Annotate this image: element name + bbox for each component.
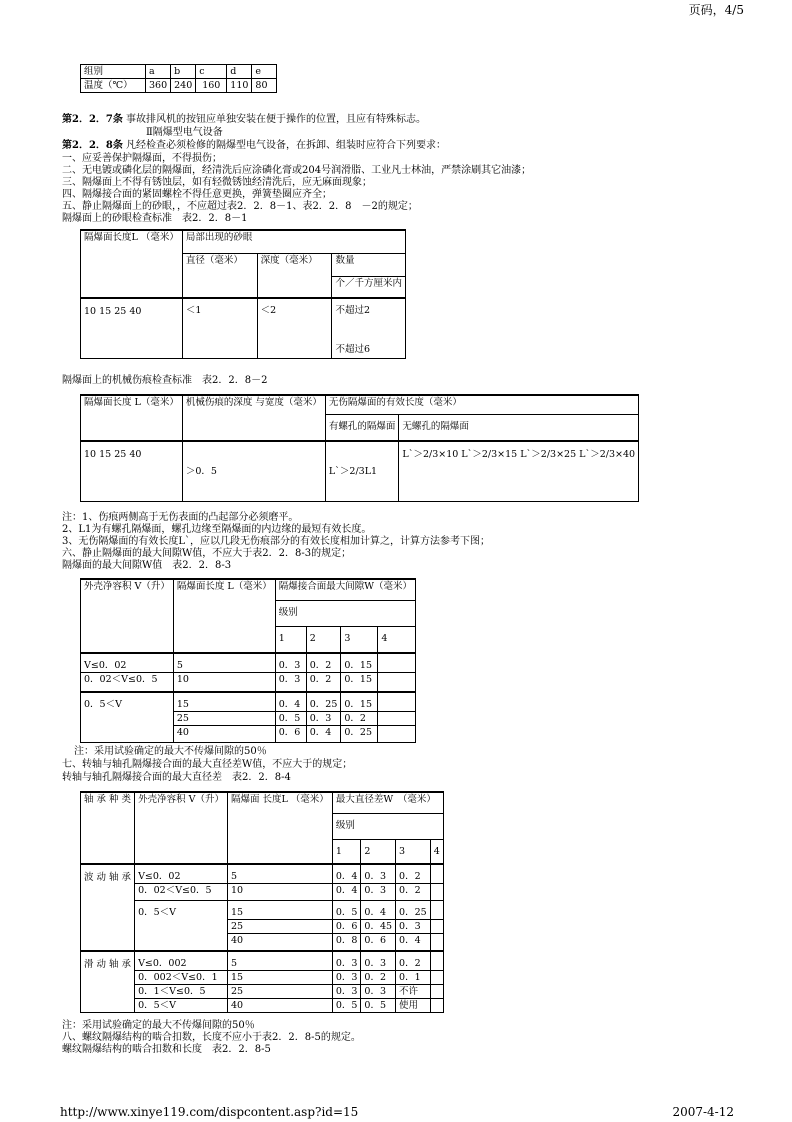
requirement-item-5: 五、静止隔爆面上的砂眼，，不应超过表2．2．8－1、表2．2．8 －2的规定； <box>62 201 418 212</box>
table-row: 40 0．8 0．6 0．4 <box>81 934 444 952</box>
page-number: 页码，4/5 <box>688 3 744 17</box>
article-number: 第2．2．8条 <box>62 140 123 151</box>
table-row: V≤0．02 5 0．3 0．2 0．15 <box>81 653 416 673</box>
table-row: 温度（℃） 360 240 160 110 80 <box>81 79 277 93</box>
article-2-2-8 <box>62 140 446 152</box>
table-row: 滑 动 轴 承 V≤0．002 5 0．3 0．3 0．2 <box>81 951 444 971</box>
temperature-group-table <box>80 64 277 93</box>
table-caption: 转轴与轴孔隔爆接合面的最大直径差 表2．2．8-4 <box>62 772 291 783</box>
table-row: 组别 a b c d e <box>81 65 277 79</box>
table-row: 0．1＜V≤0．5 25 0．3 0．3 不许 <box>81 985 444 999</box>
table-row: 级别 <box>81 814 444 840</box>
table-row: 0．5＜V 40 0．5 0．5 使用 <box>81 999 444 1013</box>
table-row: 波 动 轴 承 V≤0．02 5 0．4 0．3 0．2 <box>81 864 444 884</box>
table-row: 隔爆面长度L （毫米） 局部出现的砂眼 <box>81 230 406 254</box>
note-3: 3、无伤隔爆面的有效长度L`，应以几段无伤痕部分的有效长度相加计算之，计算方法参考下图； <box>62 536 491 547</box>
table-row: 个／千方厘米内 <box>81 277 406 299</box>
note-1: 注：1、伤痕两侧高于无伤表面的凸起部分必须磨平。 <box>62 512 299 523</box>
note-table-3: 注：采用试验确定的最大不传爆间隙的50％ <box>74 746 267 757</box>
table-row: 10 15 25 40 ＜1 ＜2 不超过2 不超过6 <box>81 298 406 359</box>
table-row: 1 2 3 4 <box>81 627 416 654</box>
table-row: 0．5＜V 15 0．4 0．25 0．15 <box>81 692 416 712</box>
table-row: 1 2 3 4 <box>81 840 444 865</box>
table-row: 隔爆面长度 L（毫米） 机械伤痕的深度 与宽度（毫米） 无伤隔爆面的有效长度（毫米） <box>81 395 639 415</box>
footer-url: http://www.xinye119.com/dispcontent.asp?id=15 <box>60 1105 359 1119</box>
max-diameter-diff-table <box>80 791 444 1013</box>
table-row: 0．002＜V≤0．1 15 0．3 0．2 0．1 <box>81 971 444 985</box>
sand-hole-table <box>80 229 406 359</box>
mechanical-damage-table <box>80 394 639 502</box>
requirement-item-2: 二、无电镀或磷化层的隔爆面，经清洗后应涂磷化膏或204号润滑脂、工业凡士林油，严禁涂刷其它油漆； <box>62 165 532 176</box>
table-row: 0．5＜V 15 0．5 0．4 0．25 <box>81 901 444 920</box>
table-row: 直径（毫米） 深度（毫米） 数量 <box>81 254 406 277</box>
article-number: 第2．2．7条 <box>62 114 123 125</box>
requirement-item-3: 三、隔爆面上不得有锈蚀层，如有轻微锈蚀经清洗后，应无麻面现象； <box>62 177 372 188</box>
article-text: 凡经检查必须检修的隔爆型电气设备，在拆卸、组装时应符合下列要求： <box>122 140 447 151</box>
table-row: 10 15 25 40 ＞0．5 L`＞2/3L1 L`＞2/3×10 L`＞2/3×15 L`＞2/3×25 L`＞2/3×40 <box>81 441 639 502</box>
requirement-item-6: 六、静止隔爆面的最大间隙W值，不应大于表2．2．8-3的规定； <box>62 548 352 559</box>
requirement-item-8: 八、螺纹隔爆结构的啮合扣数，长度不应小于表2．2．8-5的规定。 <box>62 1032 361 1043</box>
table-caption: 隔爆面上的砂眼检查标准 表2．2．8－1 <box>62 213 248 224</box>
article-2-2-7 <box>62 114 426 126</box>
max-gap-table <box>80 578 416 743</box>
table-caption: 螺纹隔爆结构的啮合扣数和长度 表2．2．8-5 <box>62 1044 271 1055</box>
table-row: 级别 <box>81 601 416 627</box>
requirement-item-1: 一、应妥善保护隔爆面，不得损伤； <box>62 153 222 164</box>
table-row: 有螺孔的隔爆面 无螺孔的隔爆面 <box>81 415 639 442</box>
table-caption: 隔爆面上的机械伤痕检查标准 表2．2．8－2 <box>62 375 268 386</box>
table-row: 0．02＜V≤0．5 10 0．3 0．2 0．15 <box>81 673 416 693</box>
note-2: 2、L1为有螺孔隔爆面，螺孔边缘至隔爆面的内边缘的最短有效长度。 <box>62 524 372 535</box>
count-value-2: 不超过6 <box>335 344 371 355</box>
table-row: 25 0．5 0．3 0．2 <box>81 712 416 726</box>
requirement-item-7: 七、转轴与轴孔隔爆接合面的最大直径差W值，不应大于的规定； <box>62 759 353 770</box>
footer-date: 2007-4-12 <box>672 1105 734 1119</box>
table-row: 轴 承 种 类 外壳净容积 V（升） 隔爆面 长度L （毫米） 最大直径差W （毫米） <box>81 792 444 814</box>
count-value-1: 不超过2 <box>335 305 371 316</box>
requirement-item-4: 四、隔爆接合面的紧固螺栓不得任意更换，弹簧垫圈应齐全； <box>62 189 332 200</box>
table-row: 外壳净容积 V（升） 隔爆面长度 L（毫米） 隔爆接合面最大间隙W（毫米） <box>81 579 416 601</box>
table-row: 40 0．6 0．4 0．25 <box>81 726 416 743</box>
article-text: 事故排风机的按钮应单独安装在便于操作的位置，且应有特殊标志。 <box>122 114 427 125</box>
table-row: 25 0．6 0．45 0．3 <box>81 920 444 934</box>
note-table-4: 注：采用试验确定的最大不传爆间隙的50％ <box>62 1020 255 1031</box>
table-row: 0．02＜V≤0．5 10 0．4 0．3 0．2 <box>81 884 444 901</box>
section-heading: Ⅱ隔爆型电气设备 <box>146 127 223 138</box>
table-caption: 隔爆面的最大间隙W值 表2．2．8-3 <box>62 560 232 571</box>
